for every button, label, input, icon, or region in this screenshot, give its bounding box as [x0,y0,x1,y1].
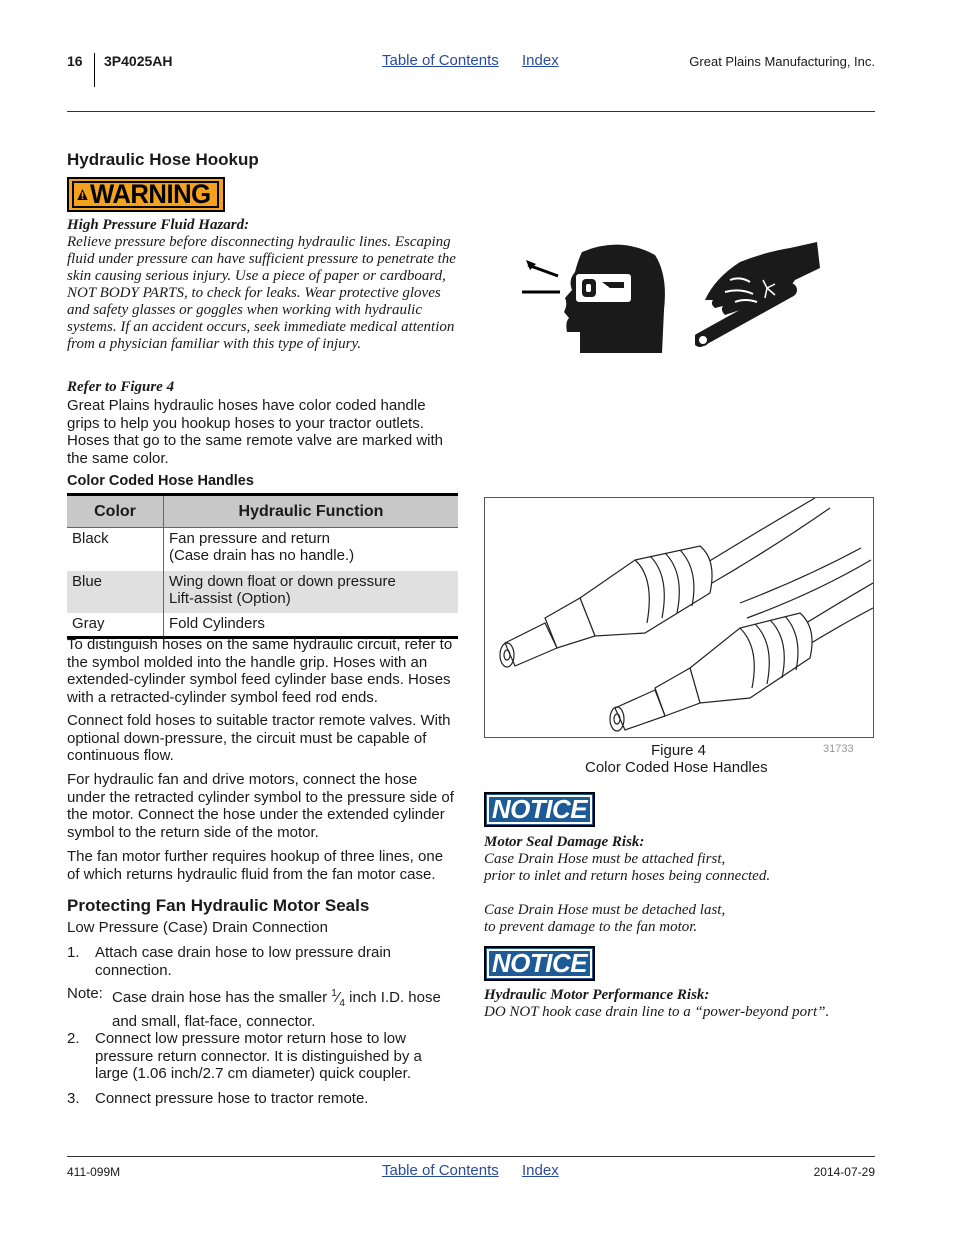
hose-color-table [67,493,458,639]
warning-text: WARNING [90,179,211,209]
section-title-motor-seals: Protecting Fan Hydraulic Motor Seals [67,896,370,915]
header-rule [67,111,875,112]
header-divider [94,53,95,87]
refer-figure: Refer to Figure 4 [67,379,175,395]
paragraph-fold-hoses: Connect fold hoses to suitable tractor remote valves. With optional down-pressure, the circuit must be capable of continuous flow. [67,712,451,764]
cell-color: Blue [67,571,164,613]
table-row [67,528,458,571]
toc-link[interactable]: Table of Contents [382,52,499,69]
paragraph-fan-motors: For hydraulic fan and drive motors, connect the hose under the retracted cylinder symbol to the pressure side of the motor. Connect the hose under the extended cylinder symbol to the return side of the motor. [67,771,454,841]
table-header-row [67,495,458,528]
cell-color: Black [72,530,109,547]
safety-goggles-icon [520,240,665,355]
cell-function: Wing down float or down pressure Lift-assist (Option) [164,571,459,613]
figure-ref-id: 31733 [823,743,854,755]
step-2: 2. Connect low pressure motor return hose to low pressure return connector. It is distinguished by a large (1.06 inch/2.7 cm diameter) quick coupler. [67,1030,422,1082]
paragraph-three-lines: The fan motor further requires hookup of three lines, one of which returns hydraulic fluid from the fan motor case. [67,848,444,883]
column-header-function: Hydraulic Function [164,495,459,528]
step-1: 1. Attach case drain hose to low pressure drain connection. [67,944,391,979]
footer-doc-number: 411-099M [67,1165,121,1179]
table-row [67,571,458,613]
notice-1-text: Motor Seal Damage Risk: Case Drain Hose must be attached first, prior to inlet and return hoses being connected. Case Drain Hose must be detached last, to prevent damage to the fan motor. [484,834,771,935]
notice-label-2: NOTICE [484,946,595,981]
note: Note: Case drain hose has the smaller $^1⁄_4$ inch I.D. hose and small, flat-face, connector. [67,985,441,1030]
hose-couplers-illustration [485,498,873,737]
cell-function: Fold Cylinders [164,613,459,638]
page-number: 16 [67,53,83,69]
cell-function: Fan pressure and return (Case drain has no handle.) [164,528,459,571]
intro-paragraph: Great Plains hydraulic hoses have color coded handle grips to help you hookup hoses to your tractor outlets. Hoses that go to the same remote valve are marked with the same color. [67,397,444,467]
index-link[interactable]: Index [522,52,559,69]
figure-4-image [484,497,874,738]
hazard-text: Relieve pressure before disconnecting hydraulic lines. Escaping fluid under pressure can have sufficient pressure to penetrate the skin causing serious injury. Use a piece of paper or cardboard, NOT BODY PARTS, to check for leaks. Wear protective gloves and safety glasses or goggles when working with hydraulic systems. If an accident occurs, seek immediate medical attention from a physician familiar with this type of injury. [67,234,456,352]
footer-toc-link[interactable]: Table of Contents [382,1162,499,1179]
cell-color: Gray [67,613,164,638]
warning-label [67,177,225,212]
footer-index-link[interactable]: Index [522,1162,559,1179]
column-header-color: Color [67,495,164,528]
notice-2-text: Hydraulic Motor Performance Risk: DO NOT hook case drain line to a “power-beyond port”. [484,987,830,1020]
hazard-block [67,217,462,353]
table-row [67,613,458,638]
footer-rule [67,1156,875,1157]
figure-caption-title: Color Coded Hose Handles [585,759,768,776]
warning-triangle-icon [77,185,88,204]
doc-id: 3P4025AH [104,53,173,69]
section-subtitle: Low Pressure (Case) Drain Connection [67,919,328,936]
hazard-title: High Pressure Fluid Hazard: [67,217,250,233]
paragraph-distinguish: To distinguish hoses on the same hydraulic circuit, refer to the symbol molded into the handle grip. Hoses with an extended-cylinder symbol feed cylinder base ends. Hoses with a retracted-cylinder symbol feed rod ends. [67,636,453,706]
notice-label-1: NOTICE [484,792,595,827]
section-title-hose-hookup: Hydraulic Hose Hookup [67,150,259,169]
footer-date: 2014-07-29 [813,1165,875,1179]
figure-caption-number: Figure 4 [651,742,707,759]
hand-injection-hazard-icon [695,240,825,352]
step-3: 3. Connect pressure hose to tractor remote. [67,1090,369,1107]
table-title: Color Coded Hose Handles [67,473,254,489]
company-name: Great Plains Manufacturing, Inc. [689,54,875,69]
